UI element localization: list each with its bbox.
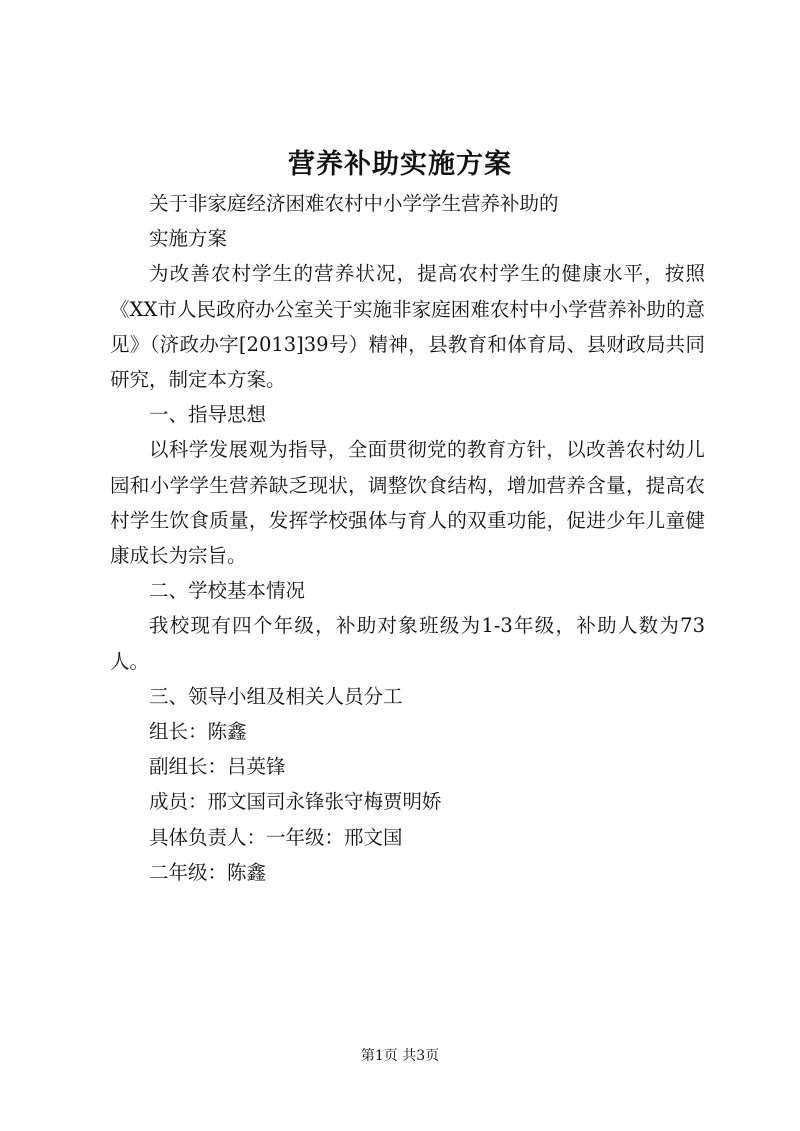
intro-line-1: 关于非家庭经济困难农村中小学学生营养补助的 <box>149 192 559 215</box>
deputy-leader-line: 副组长：吕英锋 <box>149 755 286 779</box>
leader-line: 组长：陈鑫 <box>149 720 247 744</box>
section-heading-school-situation: 二、学校基本情况 <box>149 579 306 603</box>
guiding-thought-paragraph: 以科学发展观为指导，全面贯彻党的教育方针，以改善农村幼儿园和小学学生营养缺乏现状，调整饮食结构，增加营养含量，提高农村学生饮食质量，发挥学校强体与育人的双重功能，促进少年儿童健康成长为宗旨。 <box>110 438 705 568</box>
section-heading-leadership: 三、领导小组及相关人员分工 <box>149 684 403 708</box>
intro-line-2: 实施方案 <box>149 227 228 251</box>
members-line: 成员：邢文国司永锋张守梅贾明娇 <box>149 790 442 814</box>
document-body <box>110 186 705 890</box>
grade-two-line: 二年级：陈鑫 <box>149 860 267 884</box>
responsible-person-line: 具体负责人：一年级：邢文国 <box>149 825 403 849</box>
page-footer: 第1页 共3页 <box>360 1048 440 1064</box>
school-situation-paragraph: 我校现有四个年级，补助对象班级为1-3年级，补助人数为73人。 <box>110 614 705 673</box>
intro-paragraph: 为改善农村学生的营养状况，提高农村学生的健康水平，按照《XX市人民政府办公室关于实施非家庭困难农村中小学营养补助的意见》（济政办字[2013]39号）精神，县教育和体育局、县财政局共同研究，制定本方案。 <box>110 262 705 392</box>
document-title: 营养补助实施方案 <box>288 149 512 180</box>
section-heading-guiding-thought: 一、指导思想 <box>149 403 267 427</box>
